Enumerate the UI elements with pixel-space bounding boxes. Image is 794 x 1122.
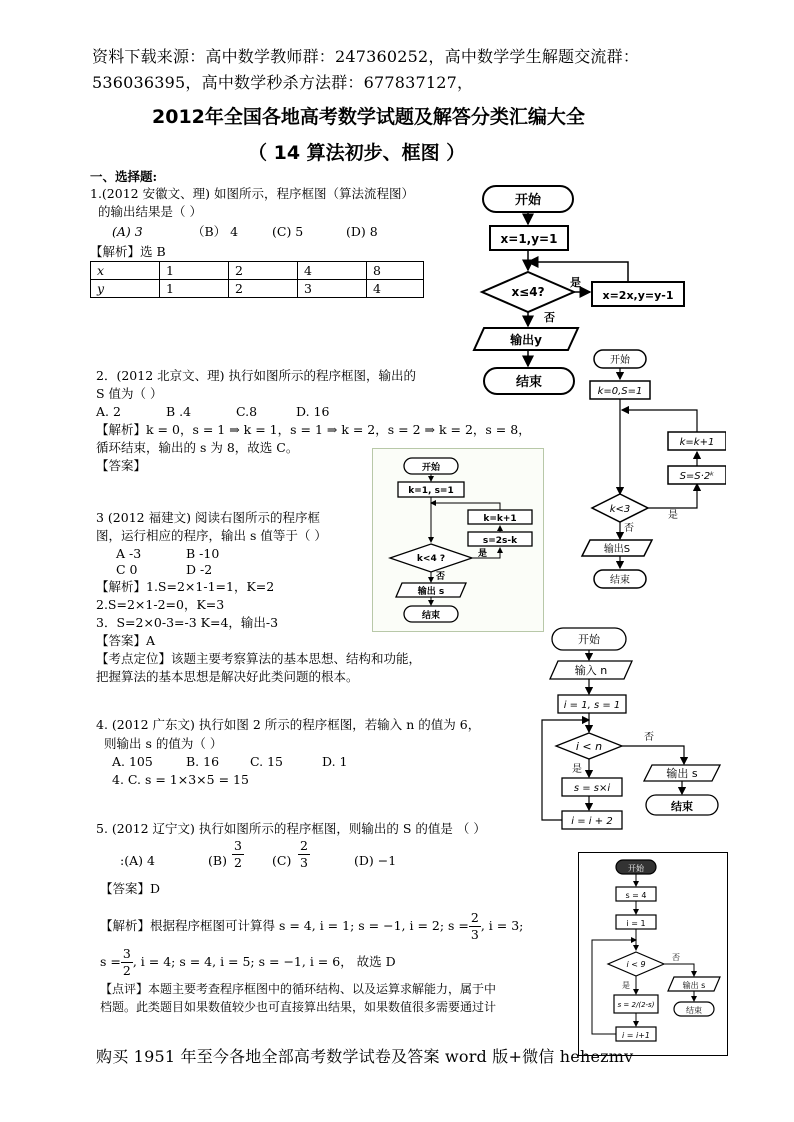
- q5-answer: 【答案】D: [100, 881, 161, 896]
- section-title: 一、选择题:: [90, 169, 158, 184]
- fc5-s-init-label: s = 4: [625, 891, 647, 900]
- q1-option-a: (A) 3: [112, 224, 143, 239]
- q4-answer: 4. C. s = 1×3×5 = 15: [112, 772, 249, 787]
- q2-option-c: C.8: [236, 404, 258, 419]
- fc1-start-label: 开始: [514, 193, 542, 208]
- q4-option-b: B. 16: [186, 754, 220, 769]
- table-cell: 4: [367, 280, 424, 298]
- fc4-init-label: i = 1, s = 1: [563, 700, 621, 711]
- q2-analysis-line2: 循环结束，输出的 s 为 8，故选 C。: [96, 440, 299, 455]
- table-cell: x: [91, 262, 160, 280]
- fc3-start-label: 开始: [421, 463, 441, 473]
- q2-stem-line2: S 值为（ ）: [96, 386, 163, 401]
- fc2-condition-label: k<3: [609, 504, 631, 515]
- q5-option-c-label: (C): [272, 853, 292, 868]
- q2-option-d: D. 16: [296, 404, 330, 419]
- fc5-yes-label: 是: [622, 981, 630, 990]
- flowchart-q2: [576, 344, 726, 592]
- q5-comment-line1: 【点评】本题主要考查程序框图中的循环结构、以及运算求解能力，属于中: [100, 982, 497, 996]
- q3-option-c: C 0: [116, 562, 138, 577]
- fc4-increment-label: i = i + 2: [571, 816, 613, 827]
- q5-option-d: (D) −1: [354, 853, 397, 868]
- q5-option-b-label: (B): [208, 853, 227, 868]
- q3-analysis-line2: 2.S=2×1-2=0，K=3: [96, 597, 225, 612]
- table-cell: 1: [160, 262, 229, 280]
- fc2-init-label: k=0,S=1: [597, 386, 643, 397]
- fraction-numerator: 2: [470, 910, 479, 925]
- fc2-output-label: 输出S: [603, 544, 631, 555]
- q1-stem-line2: 的输出结果是（ ）: [98, 204, 202, 219]
- table-cell: 2: [229, 262, 298, 280]
- table-cell: 2: [229, 280, 298, 298]
- fc5-end-label: 结束: [686, 1006, 702, 1015]
- q5-option-b-fraction: [232, 838, 244, 871]
- fc3-condition-label: k<4 ?: [416, 554, 446, 564]
- fc3-yes-label: 是: [478, 549, 488, 559]
- q4-option-a: A. 105: [112, 754, 153, 769]
- q5-analysis-line1: [100, 910, 523, 943]
- fc1-init-label: x=1,y=1: [500, 232, 558, 246]
- fc5-start-label: 开始: [628, 864, 644, 873]
- q1-option-b: （B） 4: [192, 224, 239, 239]
- fc1-yes-label: 是: [570, 276, 581, 289]
- fc2-yes-label: 是: [668, 510, 678, 521]
- q3-option-b: B -10: [186, 546, 220, 561]
- fc1-output-label: 输出y: [510, 333, 542, 347]
- fc4-input-label: 输入 n: [574, 664, 608, 677]
- q5-comment-line2: 档题。此类题目如果数值较少也可直接算出结果，如果数值很多需要通过计: [100, 1000, 497, 1014]
- table-row: [91, 280, 424, 298]
- fraction-numerator: 3: [122, 946, 131, 961]
- q1-analysis: 【解析】选 B: [90, 244, 166, 259]
- footer-promo: 购买 1951 年至今各地全部高考数学试卷及答案 word 版+微信 hehezmv: [96, 1047, 634, 1066]
- fc1-condition-label: x≤4?: [511, 285, 545, 299]
- q3-option-a: A -3: [116, 546, 142, 561]
- fraction-numerator: 2: [300, 838, 308, 853]
- q2-option-b: B .4: [166, 404, 192, 419]
- q2-answer: 【答案】: [96, 458, 147, 473]
- fc4-no-label: 否: [644, 732, 654, 743]
- flowchart-q3: [372, 448, 544, 632]
- q2-option-a: A. 2: [96, 404, 121, 419]
- table-cell: 4: [298, 262, 367, 280]
- q3-stem-line2: 图，运行相应的程序，输出 s 值等于（ ）: [96, 528, 327, 543]
- table-cell: 8: [367, 262, 424, 280]
- flowchart-q5: [578, 852, 728, 1056]
- table-cell: 1: [160, 280, 229, 298]
- q5-analysis-post: , i = 4; s = 4, i = 5; s = −1, i = 6， 故选 D: [132, 954, 396, 969]
- q5-analysis-post: , i = 3;: [480, 918, 524, 933]
- fc2-end-label: 结束: [610, 575, 630, 586]
- fc4-condition-label: i < n: [575, 740, 603, 753]
- fc3-end-label: 结束: [421, 611, 441, 621]
- q1-value-table: [90, 261, 424, 298]
- q2-analysis-line1: 【解析】k = 0，s = 1 ⇒ k = 1，s = 1 ⇒ k = 2，s = 2 ⇒ k = 2，s = 8，: [96, 422, 531, 437]
- q4-stem-line1: 4. (2012 广东文) 执行如图 2 所示的程序框图，若输入 n 的值为 6，: [96, 717, 481, 732]
- fc1-no-label: 否: [544, 311, 555, 324]
- fc2-no-label: 否: [624, 523, 634, 534]
- q5-option-c-fraction: [298, 838, 310, 871]
- fc3-output-label: 输出 s: [417, 587, 445, 597]
- q3-answer: 【答案】A: [96, 633, 156, 648]
- page-title: 2012年全国各地高考数学试题及解答分类汇编大全: [152, 106, 585, 128]
- fc5-increment-label: i = i+1: [621, 1031, 651, 1040]
- fc2-start-label: 开始: [610, 355, 630, 366]
- q3-option-d: D -2: [186, 562, 213, 577]
- table-cell: 3: [298, 280, 367, 298]
- fc4-output-label: 输出 s: [666, 767, 698, 780]
- fc2-assign-label: S=S·2ᵏ: [679, 471, 715, 482]
- fc5-condition-label: i < 9: [626, 960, 646, 969]
- q4-option-c: C. 15: [250, 754, 283, 769]
- table-cell: y: [91, 280, 160, 298]
- q1-stem-line1: 1.(2012 安徽文、理) 如图所示，程序框图（算法流程图）: [90, 186, 414, 201]
- fc3-assign-label: s=2s-k: [482, 536, 518, 546]
- fc1-update-label: x=2x,y=y-1: [602, 289, 674, 302]
- fraction-denominator: 3: [300, 855, 308, 870]
- q3-point-line1: 【考点定位】该题主要考察算法的基本思想、结构和功能，: [96, 651, 422, 666]
- header-line-1: 资料下载来源：高中数学教师群：247360252，高中数学学生解题交流群：: [92, 47, 640, 66]
- q5-analysis-pre: s =: [100, 954, 121, 969]
- q3-stem-line1: 3 (2012 福建文) 阅读右图所示的程序框: [96, 510, 320, 525]
- fc4-yes-label: 是: [572, 764, 582, 775]
- fc5-no-label: 否: [672, 953, 680, 962]
- fc4-start-label: 开始: [578, 633, 600, 646]
- q3-point-line2: 把握算法的基本思想是解决好此类问题的根本。: [96, 669, 359, 684]
- q5-analysis-pre: 【解析】根据程序框图可计算得 s = 4, i = 1; s = −1, i = 2; s =: [100, 918, 469, 933]
- q5-stem: 5. (2012 辽宁文) 执行如图所示的程序框图，则输出的 S 的值是 （ ）: [96, 821, 486, 836]
- page-subtitle: （ 14 算法初步、框图 ）: [248, 142, 466, 164]
- fraction-denominator: 2: [234, 855, 242, 870]
- fc5-assign-label: s = 2/(2-s): [617, 1001, 655, 1009]
- q1-option-c: (C) 5: [272, 224, 304, 239]
- fc3-no-label: 否: [436, 572, 446, 582]
- q3-analysis-line3: 3．S=2×0-3=-3 K=4，输出-3: [96, 615, 279, 630]
- fraction-denominator: 3: [470, 927, 479, 942]
- header-line-2: 536036395，高中数学秒杀方法群：677837127，: [92, 73, 474, 92]
- fc4-assign-label: s = s×i: [573, 783, 611, 794]
- fraction-denominator: 2: [122, 963, 131, 978]
- q5-option-a: :(A) 4: [120, 853, 155, 868]
- flowchart-q4: [536, 622, 726, 846]
- fc3-init-label: k=1, s=1: [408, 486, 454, 496]
- table-row: [91, 262, 424, 280]
- fraction-numerator: 3: [234, 838, 242, 853]
- q1-option-d: (D) 8: [346, 224, 378, 239]
- fc4-end-label: 结束: [671, 800, 693, 813]
- q3-analysis-line1: 【解析】1.S=2×1-1=1，K=2: [96, 579, 275, 594]
- q2-stem-line1: 2．(2012 北京文、理) 执行如图所示的程序框图，输出的: [96, 368, 416, 383]
- fc2-increment-label: k=k+1: [679, 437, 715, 448]
- q4-option-d: D. 1: [322, 754, 348, 769]
- fc1-end-label: 结束: [515, 375, 543, 390]
- fc3-increment-label: k=k+1: [483, 514, 517, 524]
- q5-analysis-line2: [100, 946, 396, 979]
- fc5-output-label: 输出 s: [682, 981, 706, 990]
- q4-stem-line2: 则输出 s 的值为（ ）: [104, 736, 223, 751]
- fc5-i-init-label: i = 1: [626, 919, 646, 928]
